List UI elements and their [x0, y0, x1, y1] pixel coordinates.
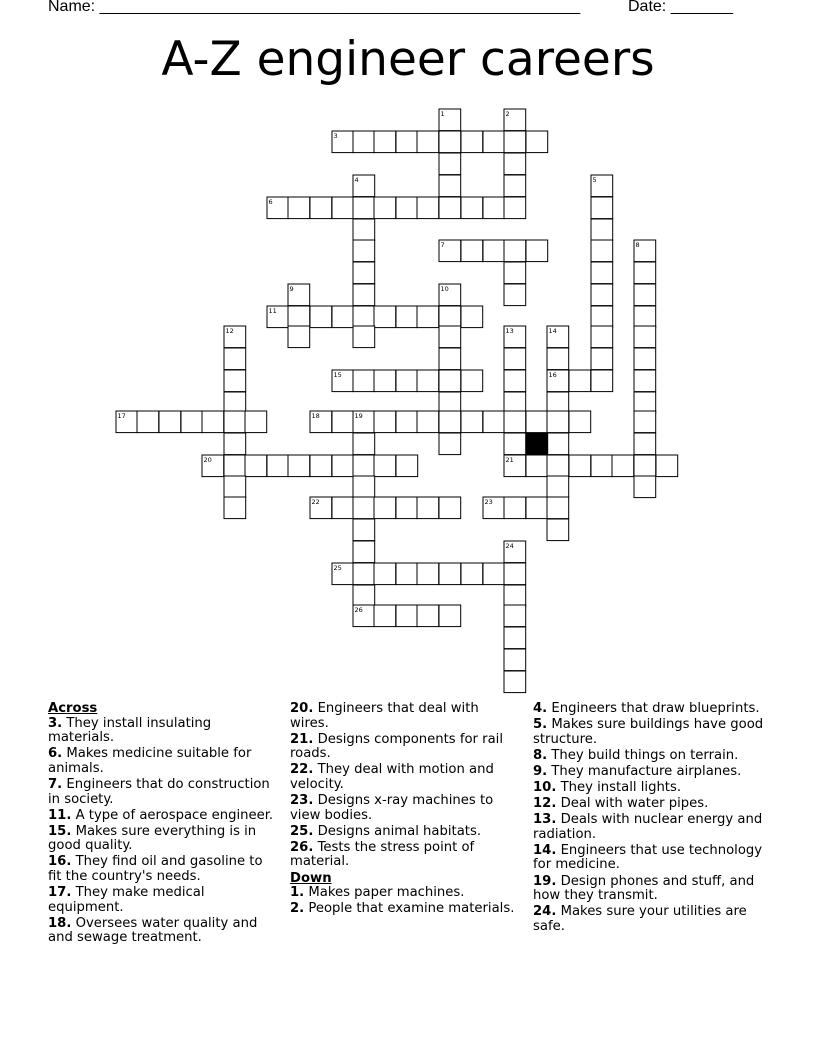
clue-item: [290, 841, 515, 870]
grid-cell[interactable]: [504, 262, 526, 284]
grid-cell[interactable]: [353, 262, 375, 284]
clue-item: [290, 902, 515, 917]
grid-cell[interactable]: [504, 671, 526, 693]
grid-cell[interactable]: [439, 175, 461, 197]
grid-cell[interactable]: [353, 306, 375, 328]
cell-number: 22: [311, 498, 320, 506]
clue-text: They build things on terrain.: [547, 747, 739, 763]
clue-text: Engineers that use technology for medicine.: [533, 842, 763, 873]
grid-cell[interactable]: [461, 306, 483, 328]
clue-number: 15.: [48, 823, 72, 839]
grid-cell[interactable]: [504, 240, 526, 262]
clue-number: 6.: [48, 746, 63, 762]
cell-number: 3: [333, 132, 338, 140]
grid-cell[interactable]: [353, 219, 375, 241]
grid-cell[interactable]: [332, 455, 354, 477]
clue-number: 18.: [48, 915, 72, 931]
cell-number: 18: [311, 412, 320, 420]
clues-column-2: [290, 702, 515, 918]
grid-cell[interactable]: [504, 370, 526, 392]
clue-text: Makes sure your utilities are safe.: [533, 904, 747, 934]
cell-number: 9: [289, 285, 294, 293]
clue-text: Design phones and stuff, and how they transmit.: [533, 873, 755, 904]
cell-number: 21: [505, 456, 514, 464]
grid-cell[interactable]: [612, 455, 634, 477]
grid-cell[interactable]: [288, 326, 310, 348]
grid-cell[interactable]: [504, 284, 526, 306]
clue-text: Deals with nuclear energy and radiation.: [533, 812, 763, 842]
clue-number: 20.: [290, 701, 314, 716]
grid-cell[interactable]: [224, 497, 246, 519]
clue-text: Engineers that do construction in society.: [48, 776, 270, 807]
clue-item: [290, 794, 515, 823]
grid-cell[interactable]: [374, 455, 396, 477]
grid-cell[interactable]: [547, 476, 569, 498]
clue-number: 12.: [533, 796, 557, 812]
grid-cell[interactable]: [288, 197, 310, 219]
grid-cell[interactable]: [634, 392, 656, 414]
grid-cell[interactable]: [461, 370, 483, 392]
down-clue-list: [290, 886, 515, 917]
clues-column-3: [533, 702, 765, 936]
clue-number: 4.: [533, 701, 548, 716]
grid-cell[interactable]: [224, 476, 246, 498]
across-clue-list: [48, 717, 276, 946]
clue-text: Designs animal habitats.: [313, 823, 482, 839]
clue-item: [48, 855, 276, 884]
cell-number: 15: [333, 371, 342, 379]
grid-cell[interactable]: [504, 392, 526, 414]
clue-text: They install lights.: [556, 779, 682, 795]
grid-cell[interactable]: [417, 563, 439, 585]
grid-cell[interactable]: [591, 455, 613, 477]
grid-cell[interactable]: [396, 563, 418, 585]
clue-text: Designs components for rail roads.: [290, 731, 503, 762]
grid-cell[interactable]: [504, 627, 526, 649]
grid-cell[interactable]: [504, 433, 526, 455]
clue-text: Makes sure everything is in good quality.: [48, 823, 257, 854]
cell-number: 25: [333, 564, 342, 572]
clue-item: [48, 825, 276, 854]
grid-cell[interactable]: [353, 326, 375, 348]
clue-number: 25.: [290, 823, 314, 839]
grid-cell[interactable]: [202, 411, 224, 433]
cell-number: 13: [505, 327, 514, 335]
cell-number: 6: [268, 198, 273, 206]
grid-cell[interactable]: [439, 605, 461, 627]
grid-cell[interactable]: [353, 585, 375, 607]
grid-cell[interactable]: [224, 455, 246, 477]
clue-number: 9.: [533, 763, 548, 779]
grid-cell[interactable]: [634, 284, 656, 306]
grid-cell[interactable]: [245, 411, 267, 433]
clue-text: Makes sure buildings have good structure.: [533, 717, 764, 747]
grid-cell[interactable]: [374, 563, 396, 585]
clue-item: [533, 765, 765, 780]
clue-text: Makes paper machines.: [304, 885, 465, 901]
grid-cell[interactable]: [547, 433, 569, 455]
grid-cell[interactable]: [288, 455, 310, 477]
grid-cell[interactable]: [504, 497, 526, 519]
clue-number: 11.: [48, 807, 72, 823]
grid-cell[interactable]: [396, 370, 418, 392]
grid-cell[interactable]: [591, 219, 613, 241]
grid-cell[interactable]: [310, 197, 332, 219]
clue-text: Designs x-ray machines to view bodies.: [290, 793, 494, 823]
grid-cell[interactable]: [634, 262, 656, 284]
grid-cell[interactable]: [439, 326, 461, 348]
clue-number: 23.: [290, 793, 314, 809]
grid-cell[interactable]: [374, 306, 396, 328]
name-field[interactable]: Name: ______________________________________________________: [48, 0, 581, 15]
grid-cell[interactable]: [461, 197, 483, 219]
down-heading: Down: [290, 870, 332, 886]
grid-cell[interactable]: [353, 240, 375, 262]
grid-cell[interactable]: [439, 411, 461, 433]
grid-cell[interactable]: [591, 284, 613, 306]
grid-cell[interactable]: [504, 605, 526, 627]
grid-cell[interactable]: [439, 153, 461, 175]
grid-cell[interactable]: [439, 392, 461, 414]
grid-cell[interactable]: [353, 284, 375, 306]
grid-cell[interactable]: [353, 519, 375, 541]
grid-cell[interactable]: [181, 411, 203, 433]
grid-cell[interactable]: [353, 455, 375, 477]
clue-item: [533, 718, 765, 747]
grid-cell[interactable]: [504, 175, 526, 197]
clue-number: 10.: [533, 779, 557, 795]
clue-item: [290, 702, 515, 731]
grid-cell[interactable]: [267, 455, 289, 477]
cell-number: 4: [354, 176, 359, 184]
down-clue-list-continued: [533, 702, 765, 934]
grid-cell[interactable]: [569, 455, 591, 477]
grid-cell[interactable]: [461, 563, 483, 585]
cell-number: 12: [225, 327, 234, 335]
grid-cell[interactable]: [396, 497, 418, 519]
grid-cell[interactable]: [634, 348, 656, 370]
clue-number: 17.: [48, 885, 72, 901]
grid-cell[interactable]: [353, 131, 375, 153]
clue-item: [290, 886, 515, 901]
grid-cell[interactable]: [439, 497, 461, 519]
clue-item: [48, 809, 276, 824]
clue-text: Makes medicine suitable for animals.: [48, 746, 252, 776]
grid-cell[interactable]: [547, 497, 569, 519]
grid-cell[interactable]: [634, 306, 656, 328]
grid-cell[interactable]: [547, 392, 569, 414]
grid-cell[interactable]: [483, 197, 505, 219]
clue-text: They manufacture airplanes.: [547, 763, 742, 779]
grid-cell[interactable]: [417, 131, 439, 153]
grid-cell[interactable]: [504, 411, 526, 433]
clue-item: [533, 702, 765, 717]
grid-cell[interactable]: [396, 455, 418, 477]
clue-number: 2.: [290, 901, 305, 917]
clue-number: 14.: [533, 842, 557, 858]
clue-text: They find oil and gasoline to fit the country's needs.: [48, 854, 263, 885]
clue-item: [533, 905, 765, 934]
grid-cell[interactable]: [634, 370, 656, 392]
grid-cell[interactable]: [439, 370, 461, 392]
grid-cell[interactable]: [634, 326, 656, 348]
grid-cell[interactable]: [353, 497, 375, 519]
cell-number: 1: [440, 110, 445, 118]
grid-cell[interactable]: [439, 131, 461, 153]
clue-text: Engineers that deal with wires.: [290, 701, 479, 731]
clue-text: Deal with water pipes.: [556, 796, 709, 812]
clue-text: Oversees water quality and and sewage treatment.: [48, 915, 258, 946]
grid-cell[interactable]: [591, 306, 613, 328]
clue-text: A type of aerospace engineer.: [71, 807, 274, 823]
grid-cell[interactable]: [526, 240, 548, 262]
grid-cell[interactable]: [374, 605, 396, 627]
grid-cell[interactable]: [417, 411, 439, 433]
grid-cell[interactable]: [417, 306, 439, 328]
clue-item: [533, 781, 765, 796]
grid-cell[interactable]: [483, 240, 505, 262]
grid-cell[interactable]: [374, 370, 396, 392]
grid-cell[interactable]: [504, 348, 526, 370]
grid-cell[interactable]: [504, 563, 526, 585]
grid-cell[interactable]: [483, 563, 505, 585]
clue-number: 3.: [48, 715, 63, 731]
grid-cell[interactable]: [526, 455, 548, 477]
grid-cell[interactable]: [396, 197, 418, 219]
grid-cell[interactable]: [461, 411, 483, 433]
grid-cell[interactable]: [483, 131, 505, 153]
grid-cell[interactable]: [396, 605, 418, 627]
grid-cell[interactable]: [439, 348, 461, 370]
grid-cell[interactable]: [634, 455, 656, 477]
clue-item: [533, 797, 765, 812]
grid-cell[interactable]: [374, 411, 396, 433]
grid-cell[interactable]: [353, 197, 375, 219]
clue-number: 19.: [533, 873, 557, 889]
clue-number: 26.: [290, 839, 314, 855]
grid-cell[interactable]: [374, 131, 396, 153]
grid-cell[interactable]: [439, 433, 461, 455]
clue-number: 5.: [533, 717, 548, 733]
grid-cell[interactable]: [634, 411, 656, 433]
clue-number: 13.: [533, 812, 557, 828]
grid-cell[interactable]: [374, 497, 396, 519]
grid-cell[interactable]: [547, 411, 569, 433]
clue-number: 1.: [290, 885, 305, 901]
clue-item: [533, 749, 765, 764]
clue-text: People that examine materials.: [304, 901, 515, 917]
clue-number: 16.: [48, 854, 72, 870]
grid-cell[interactable]: [504, 197, 526, 219]
grid-cell[interactable]: [417, 370, 439, 392]
date-field[interactable]: Date: _______: [628, 0, 733, 15]
grid-cell[interactable]: [591, 240, 613, 262]
grid-cell[interactable]: [224, 348, 246, 370]
grid-cell[interactable]: [396, 131, 418, 153]
grid-cell[interactable]: [526, 411, 548, 433]
cell-number: 23: [484, 498, 493, 506]
grid-cell[interactable]: [353, 370, 375, 392]
grid-cell[interactable]: [547, 455, 569, 477]
page-title: A-Z engineer careers: [161, 32, 655, 87]
cell-number: 2: [505, 110, 510, 118]
cell-number: 26: [354, 606, 363, 614]
cell-number: 16: [548, 371, 557, 379]
grid-cell[interactable]: [310, 306, 332, 328]
grid-cell[interactable]: [439, 197, 461, 219]
clue-item: [290, 733, 515, 762]
grid-cell[interactable]: [591, 370, 613, 392]
clue-item: [533, 813, 765, 842]
cell-number: 20: [203, 456, 212, 464]
across-clue-list-continued: [290, 702, 515, 870]
grid-cell[interactable]: [159, 411, 181, 433]
grid-cell[interactable]: [526, 497, 548, 519]
grid-cell[interactable]: [332, 497, 354, 519]
clue-item: [533, 844, 765, 873]
grid-cell[interactable]: [439, 563, 461, 585]
cell-number: 10: [440, 285, 449, 293]
grid-cell[interactable]: [353, 563, 375, 585]
cell-number: 24: [505, 542, 514, 550]
clue-number: 21.: [290, 731, 314, 747]
grid-cell[interactable]: [332, 197, 354, 219]
grid-cell[interactable]: [224, 411, 246, 433]
grid-cell[interactable]: [569, 370, 591, 392]
clue-number: 8.: [533, 747, 548, 763]
clue-item: [48, 886, 276, 915]
grid-cell[interactable]: [483, 411, 505, 433]
grid-cell[interactable]: [353, 541, 375, 563]
grid-cell[interactable]: [245, 455, 267, 477]
clue-item: [48, 747, 276, 776]
clue-item: [290, 763, 515, 792]
grid-cell[interactable]: [224, 370, 246, 392]
grid-cell[interactable]: [310, 455, 332, 477]
grid-cell[interactable]: [634, 476, 656, 498]
grid-cell[interactable]: [591, 262, 613, 284]
clue-number: 7.: [48, 776, 63, 792]
grid-cell[interactable]: [396, 306, 418, 328]
grid-cell[interactable]: [396, 411, 418, 433]
grid-cell[interactable]: [526, 131, 548, 153]
grid-cell[interactable]: [656, 455, 678, 477]
grid-cell[interactable]: [504, 585, 526, 607]
grid-cell[interactable]: [569, 411, 591, 433]
cell-number: 17: [117, 412, 126, 420]
grid-cell[interactable]: [461, 131, 483, 153]
clue-text: Tests the stress point of material.: [290, 839, 475, 870]
clue-item: [290, 825, 515, 840]
grid-cell[interactable]: [332, 411, 354, 433]
grid-cell[interactable]: [417, 605, 439, 627]
black-cell: [526, 433, 548, 455]
grid-cell[interactable]: [224, 392, 246, 414]
cell-number: 5: [592, 176, 597, 184]
grid-cell[interactable]: [353, 476, 375, 498]
grid-cell[interactable]: [461, 240, 483, 262]
cell-number: 14: [548, 327, 557, 335]
grid-cell[interactable]: [137, 411, 159, 433]
grid-cell[interactable]: [504, 649, 526, 671]
grid-cell[interactable]: [634, 433, 656, 455]
grid-cell[interactable]: [353, 433, 375, 455]
clue-number: 24.: [533, 904, 557, 920]
clue-item: [48, 717, 276, 746]
clues-column-1: [48, 702, 276, 948]
grid-cell[interactable]: [591, 197, 613, 219]
clue-text: They deal with motion and velocity.: [290, 762, 494, 792]
grid-cell[interactable]: [591, 326, 613, 348]
grid-cell[interactable]: [417, 497, 439, 519]
clue-number: 22.: [290, 762, 314, 778]
grid-cell[interactable]: [547, 519, 569, 541]
clue-text: They install insulating materials.: [48, 715, 212, 746]
clue-text: They make medical equipment.: [48, 885, 205, 915]
grid-cell[interactable]: [288, 306, 310, 328]
clue-item: [533, 875, 765, 904]
cell-number: 7: [440, 241, 445, 249]
clue-item: [48, 917, 276, 946]
grid-cell[interactable]: [504, 131, 526, 153]
grid-cell[interactable]: [374, 197, 396, 219]
grid-cell[interactable]: [591, 348, 613, 370]
cell-number: 19: [354, 412, 363, 420]
grid-cell[interactable]: [224, 433, 246, 455]
grid-cell[interactable]: [332, 306, 354, 328]
grid-cell[interactable]: [417, 197, 439, 219]
cell-number: 11: [268, 307, 277, 315]
clue-item: [48, 778, 276, 807]
across-heading: Across: [48, 701, 98, 716]
grid-cell[interactable]: [547, 348, 569, 370]
clue-text: Engineers that draw blueprints.: [547, 701, 760, 716]
grid-cell[interactable]: [504, 153, 526, 175]
grid-cell[interactable]: [439, 306, 461, 328]
cell-number: 8: [635, 241, 640, 249]
